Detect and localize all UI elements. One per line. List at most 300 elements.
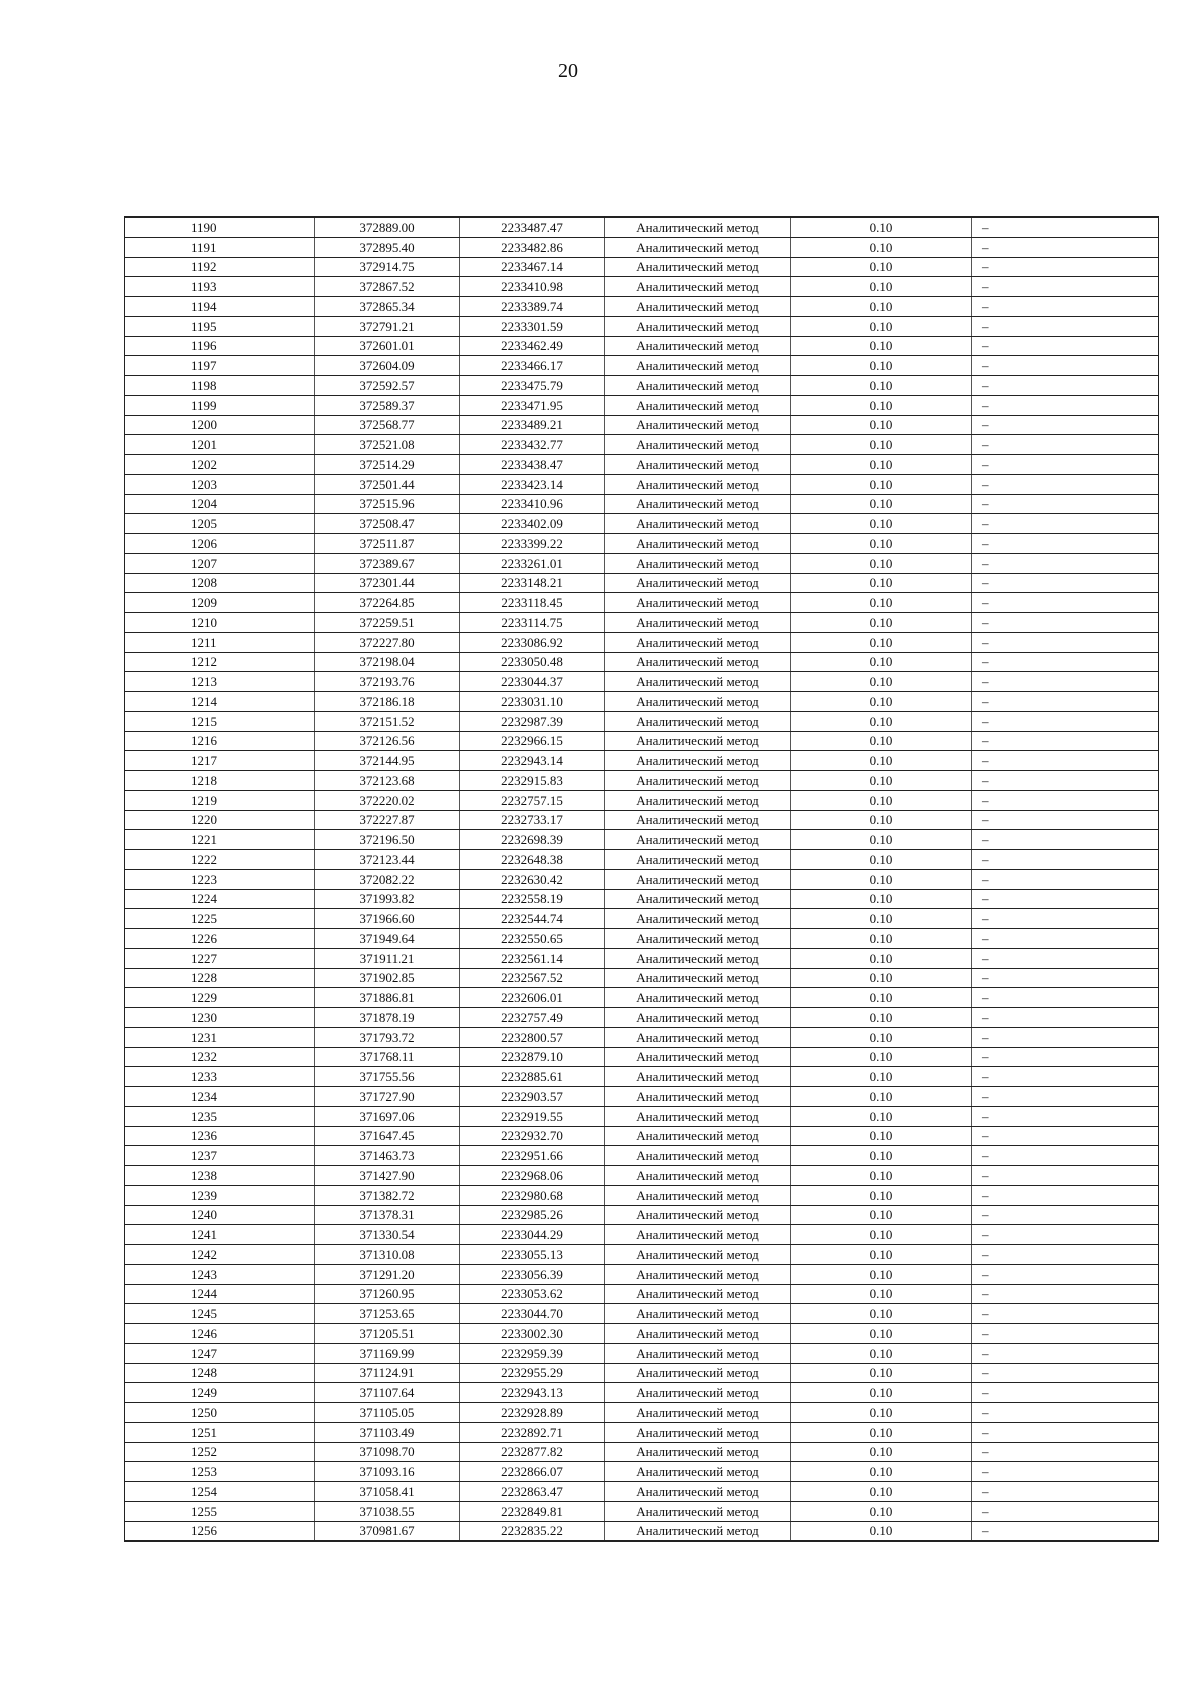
accuracy-cell: 0.10 bbox=[791, 1304, 972, 1324]
y-coordinate-cell: 2232544.74 bbox=[460, 909, 605, 929]
note-cell: – bbox=[972, 494, 1159, 514]
x-coordinate-cell: 370981.67 bbox=[315, 1521, 460, 1541]
table-row bbox=[125, 869, 1159, 889]
point-number-cell: 1194 bbox=[125, 297, 315, 317]
accuracy-cell: 0.10 bbox=[791, 474, 972, 494]
y-coordinate-cell: 2232885.61 bbox=[460, 1067, 605, 1087]
table-row bbox=[125, 968, 1159, 988]
method-cell: Аналитический метод bbox=[605, 790, 791, 810]
note-cell: – bbox=[972, 1482, 1159, 1502]
table-row bbox=[125, 889, 1159, 909]
method-cell: Аналитический метод bbox=[605, 731, 791, 751]
x-coordinate-cell: 371330.54 bbox=[315, 1225, 460, 1245]
x-coordinate-cell: 372227.80 bbox=[315, 632, 460, 652]
accuracy-cell: 0.10 bbox=[791, 652, 972, 672]
x-coordinate-cell: 371902.85 bbox=[315, 968, 460, 988]
x-coordinate-cell: 371291.20 bbox=[315, 1264, 460, 1284]
method-cell: Аналитический метод bbox=[605, 1185, 791, 1205]
method-cell: Аналитический метод bbox=[605, 613, 791, 633]
note-cell: – bbox=[972, 1126, 1159, 1146]
note-cell: – bbox=[972, 514, 1159, 534]
note-cell: – bbox=[972, 988, 1159, 1008]
note-cell: – bbox=[972, 692, 1159, 712]
table-row bbox=[125, 1126, 1159, 1146]
accuracy-cell: 0.10 bbox=[791, 237, 972, 257]
accuracy-cell: 0.10 bbox=[791, 1521, 972, 1541]
method-cell: Аналитический метод bbox=[605, 1304, 791, 1324]
note-cell: – bbox=[972, 1383, 1159, 1403]
table-row bbox=[125, 1442, 1159, 1462]
table-row bbox=[125, 1482, 1159, 1502]
y-coordinate-cell: 2233423.14 bbox=[460, 474, 605, 494]
table-row bbox=[125, 1087, 1159, 1107]
table-row bbox=[125, 850, 1159, 870]
x-coordinate-cell: 371993.82 bbox=[315, 889, 460, 909]
y-coordinate-cell: 2233475.79 bbox=[460, 376, 605, 396]
method-cell: Аналитический метод bbox=[605, 830, 791, 850]
method-cell: Аналитический метод bbox=[605, 652, 791, 672]
note-cell: – bbox=[972, 1205, 1159, 1225]
table-row bbox=[125, 731, 1159, 751]
accuracy-cell: 0.10 bbox=[791, 1343, 972, 1363]
note-cell: – bbox=[972, 751, 1159, 771]
method-cell: Аналитический метод bbox=[605, 632, 791, 652]
accuracy-cell: 0.10 bbox=[791, 1205, 972, 1225]
accuracy-cell: 0.10 bbox=[791, 455, 972, 475]
y-coordinate-cell: 2232968.06 bbox=[460, 1166, 605, 1186]
table-row bbox=[125, 435, 1159, 455]
accuracy-cell: 0.10 bbox=[791, 889, 972, 909]
accuracy-cell: 0.10 bbox=[791, 1185, 972, 1205]
point-number-cell: 1223 bbox=[125, 869, 315, 889]
method-cell: Аналитический метод bbox=[605, 1442, 791, 1462]
note-cell: – bbox=[972, 316, 1159, 336]
table-row bbox=[125, 297, 1159, 317]
point-number-cell: 1192 bbox=[125, 257, 315, 277]
point-number-cell: 1245 bbox=[125, 1304, 315, 1324]
method-cell: Аналитический метод bbox=[605, 1521, 791, 1541]
accuracy-cell: 0.10 bbox=[791, 573, 972, 593]
method-cell: Аналитический метод bbox=[605, 415, 791, 435]
accuracy-cell: 0.10 bbox=[791, 1245, 972, 1265]
method-cell: Аналитический метод bbox=[605, 1383, 791, 1403]
accuracy-cell: 0.10 bbox=[791, 1047, 972, 1067]
method-cell: Аналитический метод bbox=[605, 948, 791, 968]
table-row bbox=[125, 1245, 1159, 1265]
x-coordinate-cell: 371058.41 bbox=[315, 1482, 460, 1502]
accuracy-cell: 0.10 bbox=[791, 1126, 972, 1146]
table-row bbox=[125, 988, 1159, 1008]
point-number-cell: 1251 bbox=[125, 1422, 315, 1442]
x-coordinate-cell: 371378.31 bbox=[315, 1205, 460, 1225]
note-cell: – bbox=[972, 1225, 1159, 1245]
y-coordinate-cell: 2232849.81 bbox=[460, 1501, 605, 1521]
table-row bbox=[125, 1521, 1159, 1541]
note-cell: – bbox=[972, 1245, 1159, 1265]
y-coordinate-cell: 2232915.83 bbox=[460, 771, 605, 791]
x-coordinate-cell: 372604.09 bbox=[315, 356, 460, 376]
note-cell: – bbox=[972, 771, 1159, 791]
point-number-cell: 1197 bbox=[125, 356, 315, 376]
y-coordinate-cell: 2233462.49 bbox=[460, 336, 605, 356]
page-number: 20 bbox=[558, 60, 578, 82]
point-number-cell: 1235 bbox=[125, 1106, 315, 1126]
method-cell: Аналитический метод bbox=[605, 474, 791, 494]
method-cell: Аналитический метод bbox=[605, 711, 791, 731]
table-row bbox=[125, 1027, 1159, 1047]
x-coordinate-cell: 372196.50 bbox=[315, 830, 460, 850]
y-coordinate-cell: 2232630.42 bbox=[460, 869, 605, 889]
method-cell: Аналитический метод bbox=[605, 1067, 791, 1087]
y-coordinate-cell: 2232558.19 bbox=[460, 889, 605, 909]
x-coordinate-cell: 371169.99 bbox=[315, 1343, 460, 1363]
point-number-cell: 1225 bbox=[125, 909, 315, 929]
x-coordinate-cell: 371911.21 bbox=[315, 948, 460, 968]
x-coordinate-cell: 372259.51 bbox=[315, 613, 460, 633]
method-cell: Аналитический метод bbox=[605, 1027, 791, 1047]
point-number-cell: 1200 bbox=[125, 415, 315, 435]
note-cell: – bbox=[972, 237, 1159, 257]
table-row bbox=[125, 1225, 1159, 1245]
note-cell: – bbox=[972, 356, 1159, 376]
note-cell: – bbox=[972, 1264, 1159, 1284]
y-coordinate-cell: 2233044.29 bbox=[460, 1225, 605, 1245]
x-coordinate-cell: 371103.49 bbox=[315, 1422, 460, 1442]
note-cell: – bbox=[972, 1521, 1159, 1541]
note-cell: – bbox=[972, 1087, 1159, 1107]
y-coordinate-cell: 2233487.47 bbox=[460, 217, 605, 237]
x-coordinate-cell: 372123.44 bbox=[315, 850, 460, 870]
table-row bbox=[125, 336, 1159, 356]
method-cell: Аналитический метод bbox=[605, 968, 791, 988]
method-cell: Аналитический метод bbox=[605, 850, 791, 870]
note-cell: – bbox=[972, 1008, 1159, 1028]
note-cell: – bbox=[972, 1106, 1159, 1126]
note-cell: – bbox=[972, 632, 1159, 652]
note-cell: – bbox=[972, 1027, 1159, 1047]
table-row bbox=[125, 316, 1159, 336]
table-row bbox=[125, 711, 1159, 731]
accuracy-cell: 0.10 bbox=[791, 1087, 972, 1107]
y-coordinate-cell: 2232863.47 bbox=[460, 1482, 605, 1502]
x-coordinate-cell: 372568.77 bbox=[315, 415, 460, 435]
note-cell: – bbox=[972, 1047, 1159, 1067]
point-number-cell: 1239 bbox=[125, 1185, 315, 1205]
point-number-cell: 1214 bbox=[125, 692, 315, 712]
note-cell: – bbox=[972, 593, 1159, 613]
y-coordinate-cell: 2233301.59 bbox=[460, 316, 605, 336]
table-row bbox=[125, 1422, 1159, 1442]
point-number-cell: 1203 bbox=[125, 474, 315, 494]
table-row bbox=[125, 474, 1159, 494]
note-cell: – bbox=[972, 1422, 1159, 1442]
x-coordinate-cell: 371966.60 bbox=[315, 909, 460, 929]
x-coordinate-cell: 372126.56 bbox=[315, 731, 460, 751]
x-coordinate-cell: 372601.01 bbox=[315, 336, 460, 356]
x-coordinate-cell: 371205.51 bbox=[315, 1324, 460, 1344]
method-cell: Аналитический метод bbox=[605, 810, 791, 830]
accuracy-cell: 0.10 bbox=[791, 494, 972, 514]
x-coordinate-cell: 372389.67 bbox=[315, 553, 460, 573]
point-number-cell: 1205 bbox=[125, 514, 315, 534]
point-number-cell: 1207 bbox=[125, 553, 315, 573]
x-coordinate-cell: 372193.76 bbox=[315, 672, 460, 692]
table-row bbox=[125, 277, 1159, 297]
table-row bbox=[125, 632, 1159, 652]
point-number-cell: 1213 bbox=[125, 672, 315, 692]
table-row bbox=[125, 613, 1159, 633]
table-row bbox=[125, 771, 1159, 791]
method-cell: Аналитический метод bbox=[605, 1403, 791, 1423]
note-cell: – bbox=[972, 909, 1159, 929]
table-row bbox=[125, 1264, 1159, 1284]
method-cell: Аналитический метод bbox=[605, 1087, 791, 1107]
x-coordinate-cell: 371949.64 bbox=[315, 929, 460, 949]
method-cell: Аналитический метод bbox=[605, 217, 791, 237]
accuracy-cell: 0.10 bbox=[791, 534, 972, 554]
note-cell: – bbox=[972, 1304, 1159, 1324]
accuracy-cell: 0.10 bbox=[791, 336, 972, 356]
method-cell: Аналитический метод bbox=[605, 356, 791, 376]
y-coordinate-cell: 2233148.21 bbox=[460, 573, 605, 593]
table-row bbox=[125, 692, 1159, 712]
point-number-cell: 1232 bbox=[125, 1047, 315, 1067]
y-coordinate-cell: 2233261.01 bbox=[460, 553, 605, 573]
x-coordinate-cell: 371427.90 bbox=[315, 1166, 460, 1186]
x-coordinate-cell: 372914.75 bbox=[315, 257, 460, 277]
point-number-cell: 1222 bbox=[125, 850, 315, 870]
table-row bbox=[125, 1008, 1159, 1028]
accuracy-cell: 0.10 bbox=[791, 1363, 972, 1383]
y-coordinate-cell: 2232561.14 bbox=[460, 948, 605, 968]
x-coordinate-cell: 371105.05 bbox=[315, 1403, 460, 1423]
note-cell: – bbox=[972, 534, 1159, 554]
y-coordinate-cell: 2232800.57 bbox=[460, 1027, 605, 1047]
accuracy-cell: 0.10 bbox=[791, 415, 972, 435]
accuracy-cell: 0.10 bbox=[791, 1067, 972, 1087]
accuracy-cell: 0.10 bbox=[791, 948, 972, 968]
table-row bbox=[125, 257, 1159, 277]
note-cell: – bbox=[972, 1501, 1159, 1521]
method-cell: Аналитический метод bbox=[605, 455, 791, 475]
y-coordinate-cell: 2233466.17 bbox=[460, 356, 605, 376]
x-coordinate-cell: 371768.11 bbox=[315, 1047, 460, 1067]
note-cell: – bbox=[972, 869, 1159, 889]
note-cell: – bbox=[972, 257, 1159, 277]
table-row bbox=[125, 1343, 1159, 1363]
accuracy-cell: 0.10 bbox=[791, 1166, 972, 1186]
point-number-cell: 1233 bbox=[125, 1067, 315, 1087]
note-cell: – bbox=[972, 1146, 1159, 1166]
point-number-cell: 1196 bbox=[125, 336, 315, 356]
y-coordinate-cell: 2233056.39 bbox=[460, 1264, 605, 1284]
y-coordinate-cell: 2232733.17 bbox=[460, 810, 605, 830]
note-cell: – bbox=[972, 810, 1159, 830]
table-row bbox=[125, 395, 1159, 415]
method-cell: Аналитический метод bbox=[605, 869, 791, 889]
point-number-cell: 1247 bbox=[125, 1343, 315, 1363]
table-row bbox=[125, 790, 1159, 810]
x-coordinate-cell: 372515.96 bbox=[315, 494, 460, 514]
y-coordinate-cell: 2233471.95 bbox=[460, 395, 605, 415]
x-coordinate-cell: 371697.06 bbox=[315, 1106, 460, 1126]
table-row bbox=[125, 573, 1159, 593]
x-coordinate-cell: 371727.90 bbox=[315, 1087, 460, 1107]
table-row bbox=[125, 1067, 1159, 1087]
x-coordinate-cell: 371886.81 bbox=[315, 988, 460, 1008]
accuracy-cell: 0.10 bbox=[791, 1482, 972, 1502]
point-number-cell: 1234 bbox=[125, 1087, 315, 1107]
y-coordinate-cell: 2233114.75 bbox=[460, 613, 605, 633]
note-cell: – bbox=[972, 1442, 1159, 1462]
accuracy-cell: 0.10 bbox=[791, 1383, 972, 1403]
table-row bbox=[125, 1363, 1159, 1383]
method-cell: Аналитический метод bbox=[605, 1462, 791, 1482]
method-cell: Аналитический метод bbox=[605, 395, 791, 415]
y-coordinate-cell: 2232955.29 bbox=[460, 1363, 605, 1383]
note-cell: – bbox=[972, 929, 1159, 949]
accuracy-cell: 0.10 bbox=[791, 929, 972, 949]
point-number-cell: 1255 bbox=[125, 1501, 315, 1521]
point-number-cell: 1230 bbox=[125, 1008, 315, 1028]
method-cell: Аналитический метод bbox=[605, 593, 791, 613]
accuracy-cell: 0.10 bbox=[791, 771, 972, 791]
table-row bbox=[125, 1324, 1159, 1344]
x-coordinate-cell: 371793.72 bbox=[315, 1027, 460, 1047]
table-row bbox=[125, 810, 1159, 830]
method-cell: Аналитический метод bbox=[605, 553, 791, 573]
x-coordinate-cell: 371310.08 bbox=[315, 1245, 460, 1265]
note-cell: – bbox=[972, 889, 1159, 909]
method-cell: Аналитический метод bbox=[605, 1245, 791, 1265]
point-number-cell: 1217 bbox=[125, 751, 315, 771]
x-coordinate-cell: 371878.19 bbox=[315, 1008, 460, 1028]
accuracy-cell: 0.10 bbox=[791, 1008, 972, 1028]
method-cell: Аналитический метод bbox=[605, 514, 791, 534]
table-row bbox=[125, 455, 1159, 475]
accuracy-cell: 0.10 bbox=[791, 1462, 972, 1482]
table-row bbox=[125, 751, 1159, 771]
y-coordinate-cell: 2232550.65 bbox=[460, 929, 605, 949]
note-cell: – bbox=[972, 435, 1159, 455]
method-cell: Аналитический метод bbox=[605, 1047, 791, 1067]
note-cell: – bbox=[972, 217, 1159, 237]
accuracy-cell: 0.10 bbox=[791, 909, 972, 929]
table-row bbox=[125, 514, 1159, 534]
method-cell: Аналитический метод bbox=[605, 277, 791, 297]
coordinates-table bbox=[124, 216, 1159, 1542]
method-cell: Аналитический метод bbox=[605, 573, 791, 593]
x-coordinate-cell: 371038.55 bbox=[315, 1501, 460, 1521]
x-coordinate-cell: 371107.64 bbox=[315, 1383, 460, 1403]
y-coordinate-cell: 2233410.98 bbox=[460, 277, 605, 297]
method-cell: Аналитический метод bbox=[605, 534, 791, 554]
accuracy-cell: 0.10 bbox=[791, 1225, 972, 1245]
method-cell: Аналитический метод bbox=[605, 336, 791, 356]
x-coordinate-cell: 372501.44 bbox=[315, 474, 460, 494]
x-coordinate-cell: 372592.57 bbox=[315, 376, 460, 396]
accuracy-cell: 0.10 bbox=[791, 297, 972, 317]
accuracy-cell: 0.10 bbox=[791, 217, 972, 237]
accuracy-cell: 0.10 bbox=[791, 395, 972, 415]
accuracy-cell: 0.10 bbox=[791, 810, 972, 830]
method-cell: Аналитический метод bbox=[605, 929, 791, 949]
point-number-cell: 1249 bbox=[125, 1383, 315, 1403]
point-number-cell: 1238 bbox=[125, 1166, 315, 1186]
point-number-cell: 1241 bbox=[125, 1225, 315, 1245]
accuracy-cell: 0.10 bbox=[791, 1422, 972, 1442]
accuracy-cell: 0.10 bbox=[791, 435, 972, 455]
point-number-cell: 1210 bbox=[125, 613, 315, 633]
x-coordinate-cell: 372889.00 bbox=[315, 217, 460, 237]
y-coordinate-cell: 2232966.15 bbox=[460, 731, 605, 751]
note-cell: – bbox=[972, 1343, 1159, 1363]
point-number-cell: 1216 bbox=[125, 731, 315, 751]
y-coordinate-cell: 2232835.22 bbox=[460, 1521, 605, 1541]
method-cell: Аналитический метод bbox=[605, 1343, 791, 1363]
method-cell: Аналитический метод bbox=[605, 435, 791, 455]
point-number-cell: 1220 bbox=[125, 810, 315, 830]
point-number-cell: 1253 bbox=[125, 1462, 315, 1482]
accuracy-cell: 0.10 bbox=[791, 1324, 972, 1344]
table-row bbox=[125, 1501, 1159, 1521]
point-number-cell: 1221 bbox=[125, 830, 315, 850]
method-cell: Аналитический метод bbox=[605, 771, 791, 791]
y-coordinate-cell: 2233053.62 bbox=[460, 1284, 605, 1304]
point-number-cell: 1248 bbox=[125, 1363, 315, 1383]
table-row bbox=[125, 948, 1159, 968]
y-coordinate-cell: 2232959.39 bbox=[460, 1343, 605, 1363]
method-cell: Аналитический метод bbox=[605, 889, 791, 909]
y-coordinate-cell: 2232903.57 bbox=[460, 1087, 605, 1107]
method-cell: Аналитический метод bbox=[605, 297, 791, 317]
method-cell: Аналитический метод bbox=[605, 672, 791, 692]
point-number-cell: 1252 bbox=[125, 1442, 315, 1462]
method-cell: Аналитический метод bbox=[605, 1126, 791, 1146]
method-cell: Аналитический метод bbox=[605, 909, 791, 929]
note-cell: – bbox=[972, 1403, 1159, 1423]
table-row bbox=[125, 1284, 1159, 1304]
table-row bbox=[125, 237, 1159, 257]
table-row bbox=[125, 356, 1159, 376]
point-number-cell: 1237 bbox=[125, 1146, 315, 1166]
note-cell: – bbox=[972, 1324, 1159, 1344]
note-cell: – bbox=[972, 948, 1159, 968]
y-coordinate-cell: 2233467.14 bbox=[460, 257, 605, 277]
note-cell: – bbox=[972, 672, 1159, 692]
accuracy-cell: 0.10 bbox=[791, 830, 972, 850]
accuracy-cell: 0.10 bbox=[791, 1264, 972, 1284]
accuracy-cell: 0.10 bbox=[791, 1442, 972, 1462]
accuracy-cell: 0.10 bbox=[791, 1284, 972, 1304]
point-number-cell: 1218 bbox=[125, 771, 315, 791]
point-number-cell: 1219 bbox=[125, 790, 315, 810]
y-coordinate-cell: 2232980.68 bbox=[460, 1185, 605, 1205]
table-row bbox=[125, 553, 1159, 573]
accuracy-cell: 0.10 bbox=[791, 514, 972, 534]
y-coordinate-cell: 2232985.26 bbox=[460, 1205, 605, 1225]
accuracy-cell: 0.10 bbox=[791, 553, 972, 573]
accuracy-cell: 0.10 bbox=[791, 593, 972, 613]
x-coordinate-cell: 372227.87 bbox=[315, 810, 460, 830]
point-number-cell: 1242 bbox=[125, 1245, 315, 1265]
y-coordinate-cell: 2232951.66 bbox=[460, 1146, 605, 1166]
note-cell: – bbox=[972, 277, 1159, 297]
accuracy-cell: 0.10 bbox=[791, 1501, 972, 1521]
y-coordinate-cell: 2232606.01 bbox=[460, 988, 605, 1008]
x-coordinate-cell: 372521.08 bbox=[315, 435, 460, 455]
method-cell: Аналитический метод bbox=[605, 692, 791, 712]
